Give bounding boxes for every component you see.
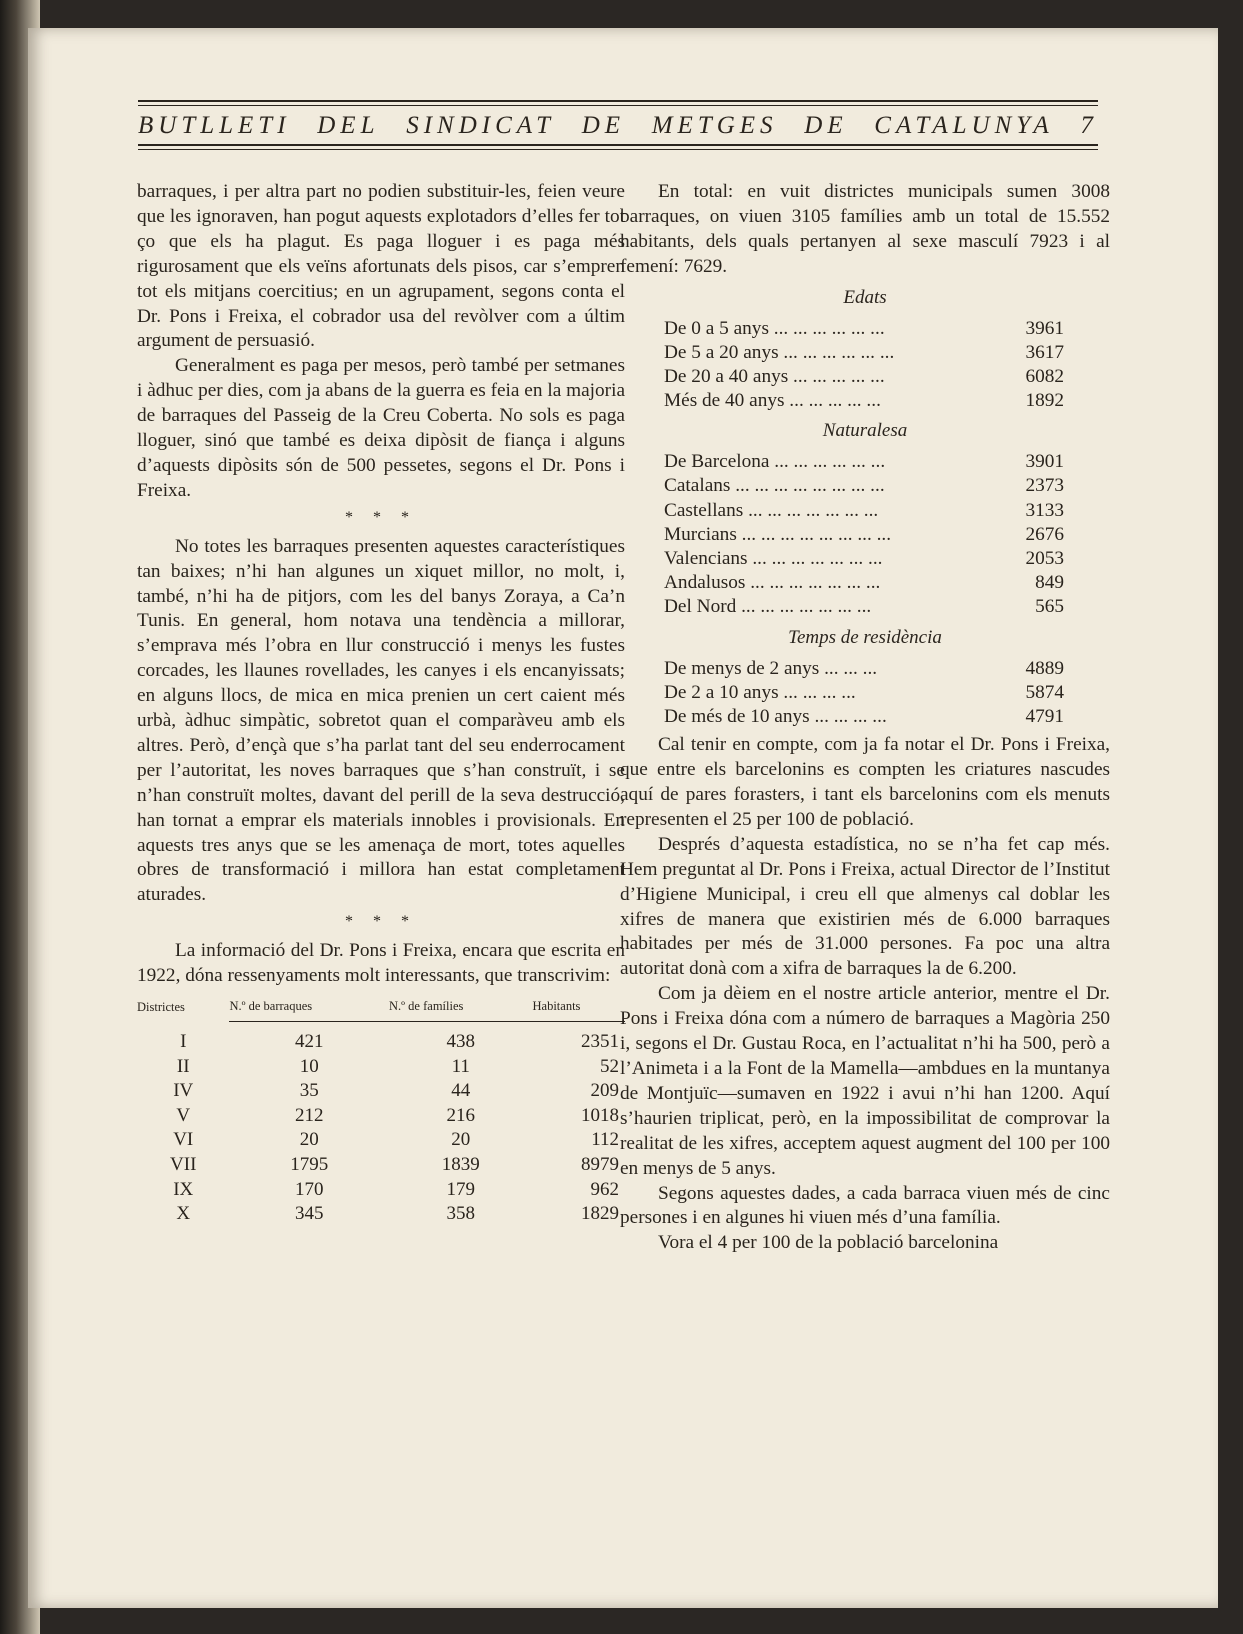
table-cell: X [176,1203,191,1225]
table-cell: VII [170,1153,197,1175]
section-separator: * * * [345,913,417,931]
header-word: METGES [651,112,778,139]
stat-value: 4889 [1025,657,1064,679]
stat-value: 3133 [1025,499,1064,521]
stat-label: Murcians ... ... ... ... ... ... ... ... [664,523,892,545]
running-header [138,100,1098,150]
document-page [28,28,1218,1608]
stat-row [664,450,1064,474]
table-cell: V [176,1104,191,1126]
stat-label: De 5 a 20 anys ... ... ... ... ... ... [664,341,895,363]
stat-row [664,547,1064,571]
table-cell: 20 [299,1129,319,1151]
table-cell: 1795 [290,1153,329,1175]
table-cell: 345 [295,1203,324,1225]
table-row [137,1104,625,1129]
paragraph: No totes les barraques presenten aquestes característiques tan baixes; n’hi han algunes un xiquet millor, no molt, i, també, n’hi ha de pitjors, com les del banys Zoraya, a Ca’n Tunis. En general, hom notava una tendència a millorar, s’emprava més l’obra en llur construcció i menys les fustes corcades, les llaunes rovellades, les canyes i els encanyissats; en alguns llocs, de mica en mica prenien un cert caient més urbà, àdhuc simpàtic, sobretot quan el comparàveu amb els altres. Però, d’ençà que s’ha parlat tant del seu enderrocament per l’autoritat, les noves barraques que s’han construït, i se n’han construït moltes, davant del perill de la seva destrucció, han tornat a emprar els materials innobles i provisionals. En aquests tres anys que se les amenaça de mort, totes aquelles obres de transformació i millora han estat completament aturades. [137,535,625,906]
table-cell: 170 [295,1178,324,1200]
stat-label: De menys de 2 anys ... ... ... [664,657,878,679]
stat-row [664,389,1064,413]
table-header: N.º de barraques [229,999,389,1022]
stat-value: 3617 [1025,341,1064,363]
paragraph: Vora el 4 per 100 de la població barcelonina [658,1232,999,1254]
paragraph: Com ja dèiem en el nostre article anterior, mentre el Dr. Pons i Freixa dóna com a número de barraques a Magòria 250 i, segons el Dr. Gustau Roca, en l’actualitat n’hi ha 500, però a l’Animeta i a la Font de la Mamella—ambdues en la muntanya de Montjuïc—sumaven en 1922 i avui n’hi han 1200. Aquí s’haurien triplicat, però, en la impossibilitat de comprovar la realitat de les xifres, acceptem aquest augment del 100 per 100 en menys de 5 anys. [620,983,1110,1179]
table-cell: 421 [295,1031,324,1052]
header-rule-bottom [138,144,1098,146]
stat-value: 2053 [1025,548,1064,570]
table-cell: 35 [299,1080,319,1102]
table-cell: 11 [451,1055,470,1077]
paragraph: Generalment es paga per mesos, però també per setmanes i àdhuc per dies, com ja abans de la guerra es feia en la majoria de barraques del Passeig de la Creu Coberta. No sols es paga lloguer, sinó que també es deixa dipòsit de fiança i alguns d’aquests dipòsits són de 500 pessetes, segons el Dr. Pons i Freixa. [137,355,625,501]
table-row [137,1079,625,1104]
table-cell: 358 [446,1203,476,1225]
table-cell: 1018 [581,1104,619,1126]
table-header: N.º de famílies [389,999,532,1022]
stat-row [664,681,1064,705]
page-number: 7 [1080,112,1098,139]
header-word: DEL [317,112,380,139]
table-cell: I [180,1031,187,1052]
table-row [137,1055,625,1080]
stat-row [664,341,1064,365]
paragraph: barraques, i per altra part no podien substituir-les, feien veure que les ignoraven, han pogut aquests explotadors d’elles fer tot ço que els ha plagut. Es paga lloguer i es paga més rigurosament que els veïns afortunats dels pisos, car s’empren tot els mitjans coercitius; en un agrupament, segons conta el Dr. Pons i Freixa, el cobrador usa del revòlver com a últim argument de persuasió. [137,181,625,352]
stat-label: Del Nord ... ... ... ... ... ... ... [664,596,872,618]
table-cell: 962 [590,1178,619,1200]
stats-block-residencia [620,626,1110,730]
table-row [137,1178,625,1203]
table-cell: 216 [446,1104,476,1126]
header-word: DE [581,112,626,139]
paragraph: Després d’aquesta estadística, no se n’ha fet cap més. Hem preguntat al Dr. Pons i Freixa, actual Director de l’Institut d’Higiene Municipal, i creu ell que almenys cal doblar les xifres de manera que existirien més de 6.000 barraques habitades per més de 31.000 persones. Fa poc una altra autoritat donà com a xifra de barraques la de 6.200. [620,833,1110,980]
stat-value: 3901 [1025,451,1064,473]
stat-label: De 0 a 5 anys ... ... ... ... ... ... [664,317,885,339]
left-column [137,180,625,1227]
stat-row [664,474,1064,498]
stat-row [664,499,1064,523]
paragraph: La informació del Dr. Pons i Freixa, encara que escrita en 1922, dóna ressenyaments molt interessants, que transcrivim: [137,940,625,987]
table-row [137,1153,625,1178]
stat-value: 4791 [1025,705,1064,727]
table-cell: 179 [446,1178,476,1200]
table-cell: 112 [591,1129,619,1151]
stat-row [664,365,1064,389]
table-header: Habitants [533,999,626,1022]
header-word: DE [804,112,848,139]
table-cell: 1839 [441,1153,480,1175]
stat-value: 849 [1035,572,1064,594]
paragraph: Cal tenir en compte, com ja fa notar el Dr. Pons i Freixa, que entre els barcelonins es compten les criatures nascudes aquí de pares forasters, i tant els barcelonins com els menuts representen el 25 per 100 de població. [620,734,1110,830]
paragraph: En total: en vuit districtes municipals sumen 3008 barraques, on viuen 3105 famílies amb un total de 15.552 habitants, dels quals pertanyen al sexe masculí 7923 i al femení: 7629. [620,181,1110,277]
stat-row [664,705,1064,729]
header-rule-bottom-thin [138,149,1098,150]
paragraph: Segons aquestes dades, a cada barraca viuen més de cinc persones i en algunes hi viuen més d’una família. [620,1182,1110,1229]
table-cell: IV [173,1080,194,1102]
stat-value: 565 [1035,596,1064,618]
stat-label: Valencians ... ... ... ... ... ... ... [664,548,883,570]
table-header: Districtes [137,999,185,1014]
stat-label: De més de 10 anys ... ... ... ... [664,705,887,727]
stat-label: Més de 40 anys ... ... ... ... ... [664,390,881,412]
stat-value: 5874 [1025,681,1064,703]
header-word: CATALUNYA [874,112,1054,139]
stat-row [664,571,1064,595]
stat-row [664,523,1064,547]
stat-row [664,657,1064,681]
table-row [137,1128,625,1153]
table-cell: VI [173,1129,194,1151]
table-cell: II [176,1055,190,1077]
table-row [137,1202,625,1227]
table-cell: IX [173,1178,194,1200]
table-cell: 209 [590,1080,619,1102]
right-column [620,180,1110,1256]
stat-label: De 2 a 10 anys ... ... ... ... [664,681,856,703]
stat-label: De Barcelona ... ... ... ... ... ... [664,451,886,473]
table-cell: 8979 [581,1153,619,1175]
table-cell: 438 [446,1031,476,1052]
table-row [137,1030,625,1055]
header-title [138,106,1098,144]
stat-value: 2373 [1025,475,1064,497]
header-word: BUTLLETI [138,112,291,139]
districts-table [137,999,625,1227]
stat-row [664,317,1064,341]
stat-row [664,595,1064,619]
section-title: Edats [843,286,887,308]
table-cell: 1829 [581,1203,619,1225]
section-title: Temps de residència [788,626,942,648]
stat-value: 2676 [1025,523,1064,545]
table-cell: 10 [299,1055,319,1077]
header-word: SINDICAT [406,112,555,139]
stats-block-naturalesa [620,419,1110,619]
table-cell: 212 [295,1104,324,1126]
table-cell: 44 [451,1080,471,1102]
stat-value: 3961 [1025,317,1064,339]
stat-value: 6082 [1025,365,1064,387]
table-cell: 2351 [581,1031,619,1052]
stat-value: 1892 [1025,390,1064,412]
stat-label: Catalans ... ... ... ... ... ... ... ... [664,475,885,497]
section-title: Naturalesa [822,420,908,442]
header-rule-top [138,100,1098,102]
stats-block-edats [620,286,1110,414]
stat-label: De 20 a 40 anys ... ... ... ... ... [664,365,885,387]
stat-label: Castellans ... ... ... ... ... ... ... [664,499,879,521]
stat-label: Andalusos ... ... ... ... ... ... ... [664,572,881,594]
section-separator: * * * [345,508,417,526]
table-cell: 20 [451,1129,471,1151]
table-cell: 52 [600,1055,619,1077]
